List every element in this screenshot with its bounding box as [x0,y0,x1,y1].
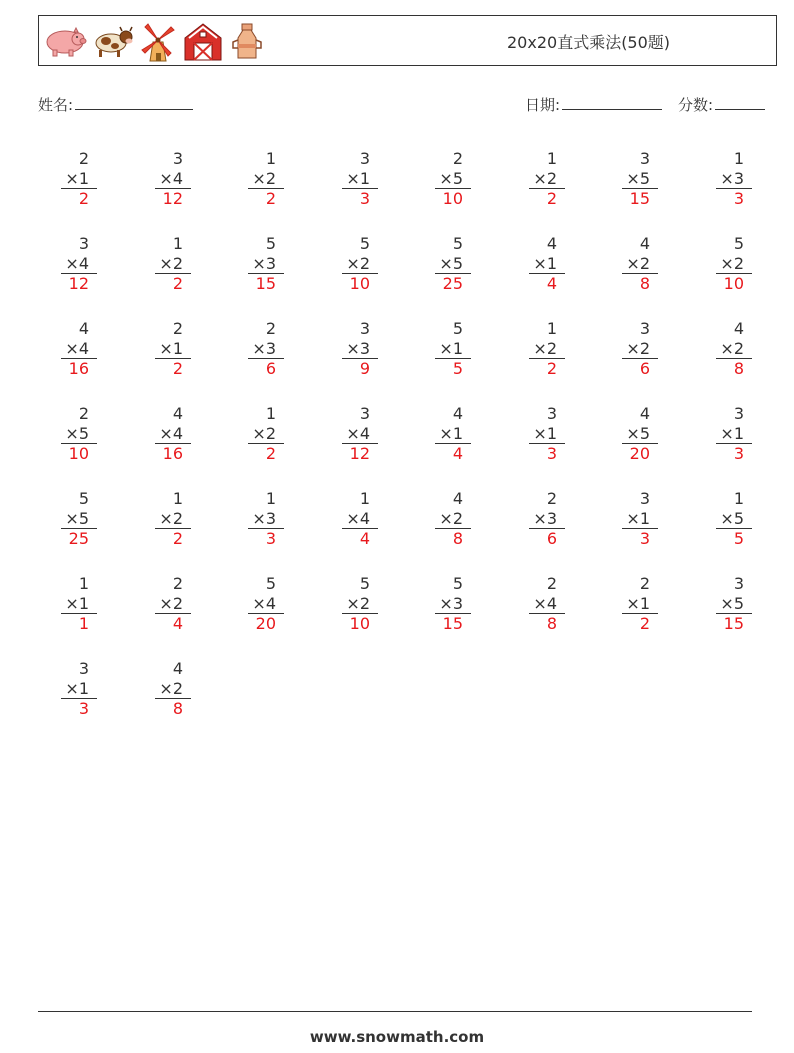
milk-can-icon [229,20,265,62]
problem-multiplicand: 1 [78,574,89,593]
problem-answer: 2 [172,274,183,293]
problem-multiplier: ×1 [529,424,565,445]
problem-item [37,659,97,725]
problem-multiplier: ×3 [529,509,565,530]
problem-item [318,149,378,215]
problem-multiplier: ×1 [435,424,471,445]
problem-item [598,234,658,300]
cow-icon [91,20,135,62]
problem-multiplier: ×4 [342,424,378,445]
problem-multiplicand: 3 [78,234,89,253]
problem-multiplier: ×4 [155,424,191,445]
problem-multiplier: ×3 [435,594,471,615]
problem-answer: 9 [359,359,370,378]
problem-answer: 3 [78,699,89,718]
problem-answer: 16 [162,444,183,463]
problem-answer: 4 [359,529,370,548]
problem-answer: 4 [452,444,463,463]
name-field [38,93,193,115]
problem-multiplier: ×3 [248,339,284,360]
problem-answer: 6 [265,359,276,378]
problem-multiplier: ×1 [342,169,378,190]
problem-multiplier: ×2 [529,169,565,190]
problem-multiplicand: 3 [639,149,650,168]
problem-multiplier: ×5 [435,169,471,190]
problem-multiplier: ×2 [716,339,752,360]
problem-multiplicand: 4 [639,404,650,423]
windmill-icon [139,20,177,62]
problem-answer: 12 [68,274,89,293]
problem-answer: 2 [546,189,557,208]
problem-answer: 6 [546,529,557,548]
problem-multiplicand: 3 [172,149,183,168]
problem-item [692,489,752,555]
problem-item [37,319,97,385]
problem-multiplicand: 5 [452,319,463,338]
problem-item [598,489,658,555]
problem-multiplier: ×4 [61,254,97,275]
problem-multiplicand: 4 [172,659,183,678]
header-icons [43,20,265,62]
problem-answer: 10 [442,189,463,208]
problem-multiplier: ×1 [61,169,97,190]
problem-multiplier: ×5 [716,594,752,615]
problem-multiplier: ×2 [716,254,752,275]
problem-multiplicand: 2 [78,404,89,423]
problem-answer: 15 [442,614,463,633]
problem-answer: 12 [162,189,183,208]
problem-item [131,489,191,555]
problem-multiplier: ×2 [248,424,284,445]
problem-item [692,149,752,215]
problem-answer: 6 [639,359,650,378]
problem-multiplicand: 5 [78,489,89,508]
problem-multiplicand: 5 [452,234,463,253]
problem-multiplicand: 4 [733,319,744,338]
problem-multiplier: ×3 [248,509,284,530]
problem-answer: 2 [78,189,89,208]
problem-multiplier: ×5 [435,254,471,275]
problem-answer: 8 [639,274,650,293]
problem-multiplicand: 2 [172,574,183,593]
problem-multiplicand: 3 [733,404,744,423]
problem-item [224,149,284,215]
problem-multiplicand: 3 [639,489,650,508]
problem-answer: 5 [733,529,744,548]
problem-item [411,489,471,555]
problem-multiplicand: 5 [265,234,276,253]
problem-multiplicand: 4 [172,404,183,423]
problem-answer: 8 [172,699,183,718]
problem-multiplier: ×2 [529,339,565,360]
problem-multiplier: ×5 [622,424,658,445]
problem-answer: 25 [68,529,89,548]
problem-answer: 10 [68,444,89,463]
problem-multiplier: ×1 [61,594,97,615]
problem-multiplicand: 1 [172,489,183,508]
problem-multiplier: ×1 [155,339,191,360]
problem-multiplicand: 1 [546,149,557,168]
problem-item [37,489,97,555]
problem-multiplier: ×2 [435,509,471,530]
footer-divider [38,1011,752,1012]
problem-answer: 10 [349,614,370,633]
problem-multiplicand: 2 [265,319,276,338]
problem-item [505,489,565,555]
problem-multiplier: ×1 [622,509,658,530]
problem-answer: 3 [265,529,276,548]
problem-item [131,149,191,215]
problem-multiplier: ×1 [435,339,471,360]
problem-item [37,574,97,640]
problem-item [505,149,565,215]
problem-answer: 2 [265,189,276,208]
problem-item [598,404,658,470]
problem-item [224,234,284,300]
problem-multiplicand: 4 [452,404,463,423]
problem-multiplicand: 4 [78,319,89,338]
footer-site: www.snowmath.com [309,1028,485,1046]
problem-answer: 20 [629,444,650,463]
problem-answer: 3 [546,444,557,463]
problem-multiplicand: 3 [546,404,557,423]
problem-multiplier: ×5 [622,169,658,190]
problem-multiplicand: 1 [733,489,744,508]
problem-answer: 16 [68,359,89,378]
problem-item [692,319,752,385]
problem-item [224,489,284,555]
problem-answer: 8 [452,529,463,548]
problem-multiplicand: 3 [359,404,370,423]
problem-multiplier: ×5 [61,509,97,530]
problem-multiplicand: 1 [172,234,183,253]
problem-item [318,404,378,470]
problem-item [131,404,191,470]
problem-answer: 2 [172,359,183,378]
problem-item [318,489,378,555]
problem-multiplicand: 4 [546,234,557,253]
barn-icon [181,20,225,62]
problem-multiplicand: 1 [546,319,557,338]
problem-item [131,659,191,725]
problem-multiplier: ×2 [622,339,658,360]
problem-answer: 25 [442,274,463,293]
problem-answer: 1 [78,614,89,633]
problem-item [411,319,471,385]
problem-multiplier: ×2 [155,254,191,275]
problem-multiplicand: 2 [546,574,557,593]
problem-multiplicand: 2 [639,574,650,593]
problem-multiplier: ×3 [248,254,284,275]
problem-multiplicand: 5 [359,234,370,253]
problem-multiplier: ×4 [342,509,378,530]
problem-item [131,574,191,640]
problem-answer: 5 [452,359,463,378]
problem-multiplier: ×2 [155,594,191,615]
problem-item [411,234,471,300]
problem-item [411,574,471,640]
problem-answer: 15 [629,189,650,208]
date-blank[interactable] [562,93,662,110]
problem-answer: 2 [172,529,183,548]
problem-multiplier: ×4 [61,339,97,360]
worksheet-title: 20x20直式乘法(50题) [507,33,671,52]
problem-item [37,149,97,215]
problem-multiplier: ×1 [716,424,752,445]
problem-answer: 8 [546,614,557,633]
problem-multiplier: ×3 [716,169,752,190]
date-label: 日期: [525,96,561,114]
problem-multiplicand: 2 [78,149,89,168]
problem-multiplier: ×5 [61,424,97,445]
problem-answer: 3 [359,189,370,208]
problem-item [692,234,752,300]
name-blank[interactable] [75,93,193,110]
problem-item [224,574,284,640]
problem-multiplicand: 2 [546,489,557,508]
problem-multiplier: ×3 [342,339,378,360]
problem-answer: 10 [723,274,744,293]
problem-item [598,574,658,640]
problem-answer: 2 [265,444,276,463]
problem-answer: 3 [639,529,650,548]
score-label: 分数: [678,96,714,114]
problem-answer: 15 [255,274,276,293]
problem-multiplicand: 3 [359,319,370,338]
problem-multiplier: ×5 [716,509,752,530]
problem-answer: 3 [733,189,744,208]
date-field [525,93,662,115]
problem-answer: 20 [255,614,276,633]
problem-answer: 2 [546,359,557,378]
problem-item [131,234,191,300]
problem-multiplier: ×4 [248,594,284,615]
problem-item [37,234,97,300]
problem-multiplicand: 4 [639,234,650,253]
problem-multiplier: ×1 [529,254,565,275]
problem-answer: 4 [546,274,557,293]
problem-multiplier: ×2 [342,254,378,275]
problem-item [692,574,752,640]
problem-multiplier: ×2 [155,509,191,530]
problem-multiplicand: 1 [359,489,370,508]
problem-item [505,574,565,640]
score-field [678,93,765,115]
problem-answer: 10 [349,274,370,293]
problem-multiplier: ×2 [342,594,378,615]
problem-item [411,404,471,470]
problem-multiplicand: 3 [733,574,744,593]
problem-multiplicand: 5 [265,574,276,593]
problem-multiplier: ×1 [61,679,97,700]
problem-item [505,234,565,300]
problem-item [318,319,378,385]
problem-answer: 4 [172,614,183,633]
problem-multiplicand: 3 [78,659,89,678]
problem-multiplicand: 2 [172,319,183,338]
problem-item [131,319,191,385]
pig-icon [43,20,87,62]
problem-item [598,319,658,385]
problem-item [224,404,284,470]
problem-item [505,319,565,385]
score-blank[interactable] [715,93,765,110]
problem-answer: 15 [723,614,744,633]
problem-item [692,404,752,470]
problem-multiplicand: 2 [452,149,463,168]
problem-item [318,574,378,640]
problem-multiplicand: 4 [452,489,463,508]
problem-item [505,404,565,470]
problem-multiplier: ×2 [622,254,658,275]
problem-answer: 12 [349,444,370,463]
problem-multiplier: ×2 [248,169,284,190]
problem-answer: 3 [733,444,744,463]
problem-multiplicand: 3 [639,319,650,338]
problem-multiplier: ×4 [155,169,191,190]
problem-item [224,319,284,385]
problem-multiplicand: 5 [452,574,463,593]
problem-item [37,404,97,470]
worksheet-header [38,15,777,66]
problem-multiplicand: 1 [733,149,744,168]
problem-multiplier: ×1 [622,594,658,615]
problem-multiplier: ×2 [155,679,191,700]
problem-multiplicand: 1 [265,404,276,423]
problem-answer: 2 [639,614,650,633]
name-label: 姓名: [38,96,74,114]
problem-item [598,149,658,215]
problem-multiplier: ×4 [529,594,565,615]
problem-multiplicand: 5 [733,234,744,253]
problem-item [411,149,471,215]
problem-item [318,234,378,300]
problem-answer: 8 [733,359,744,378]
problem-multiplicand: 5 [359,574,370,593]
problem-multiplicand: 1 [265,489,276,508]
problem-multiplicand: 1 [265,149,276,168]
problem-multiplicand: 3 [359,149,370,168]
